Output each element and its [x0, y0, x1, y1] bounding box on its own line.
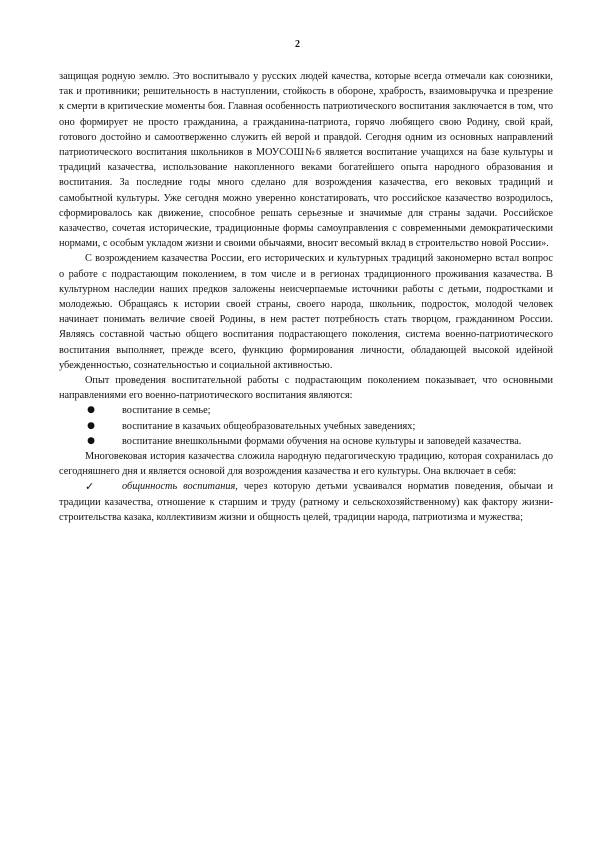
paragraph-cossack-revival: С возрождением казачества России, его исторических и культурных традиций закономерно встал вопрос о работе с подрастающим поколением, в том числе и в регионах традиционного проживания казачества. В культурном наследии наших предков заложены неисчерпаемые источники работы с детьми, подростками и молодежью. Обращаясь к истории своей страны, своего народа, школьник, подросток, молодой человек начинает понимать величие своей Родины, в нем растет потребность стать творцом, гражданином России. Являясь составной частью общего воспитания подрастающего поколения, система военно-патриотического воспитания выполняет, прежде всего, функцию формирования личности, обладающей высокой идейной убежденностью, сознательностью и социальной активностью.	[59, 253, 553, 371]
page-number: 2	[295, 39, 300, 50]
bullet-item	[59, 419, 553, 434]
bullet-item	[59, 403, 553, 418]
paragraph-upbringing-directions: Опыт проведения воспитательной работы с подрастающим поколением показывает, что основными направлениями его военно-патриотического воспитания являются:	[59, 375, 553, 402]
check-item-text: , через которую детьми усваивался норматив поведения, обычаи и традиции казачества, отношение к старшим и труду (ратному и сельскохозяйственному) как фактору жизни-строительства казака, коллективизм жизни и общность целей, традиции народа, патриотизма и мужества;	[59, 481, 553, 523]
bullet-icon: ●	[87, 435, 95, 446]
bullet-icon: ●	[87, 420, 95, 431]
bullet-text: воспитание в семье;	[122, 405, 211, 417]
check-item-term: общинность воспитания	[122, 481, 236, 493]
bullet-item	[59, 434, 553, 449]
bullet-text: воспитание в казачьих общеобразовательных учебных заведениях;	[122, 420, 416, 432]
paragraph-pedagogical-tradition: Многовековая история казачества сложила народную педагогическую традицию, которая сохранилась до сегодняшнего дня и является основой для возрождения казачества и его культуры. Она включает в себя:	[59, 451, 553, 478]
bullet-text: воспитание внешкольными формами обучения на основе культуры и заповедей казачества.	[122, 435, 522, 447]
check-list-item	[59, 479, 553, 525]
paragraph-continuation: защищая родную землю. Это воспитывало у русских людей качества, которые всегда отмечали как союзники, так и противники; решительность в наступлении, стойкость в обороне, храбрость, взаимовыручка и презрение к смерти в критические моменты боя. Главная особенность патриотического воспитания заключается в том, что оно формирует не просто гражданина, а гражданина-патриота, горячо любящего свою Родину, свой край, готового достойно и самоотверженно служить ей верой и правдой. Сегодня одним из основных направлений патриотического воспитания школьников в МОУСОШ№6 является воспитание учащихся на базе культуры и традиций казачества, использование накопленного веками богатейшего опыта народного образования и воспитания. За последние годы много сделано для возрождения казачества, его вековых традиций и самобытной культуры. Уже сегодня можно уверенно констатировать, что российское казачество возродилось, сформировалось как движение, способное решать серьезные и значимые для страны задачи. Российское казачество, сочетая исторические, традиционные формы самоуправления с современными демократическими нормами, с особым укладом жизни и своими обычаями, вносит весомый вклад в строительство новой России».	[59, 71, 553, 250]
checkmark-icon: ✓	[85, 480, 95, 494]
page-content	[59, 69, 553, 525]
bullet-icon: ●	[87, 405, 95, 416]
